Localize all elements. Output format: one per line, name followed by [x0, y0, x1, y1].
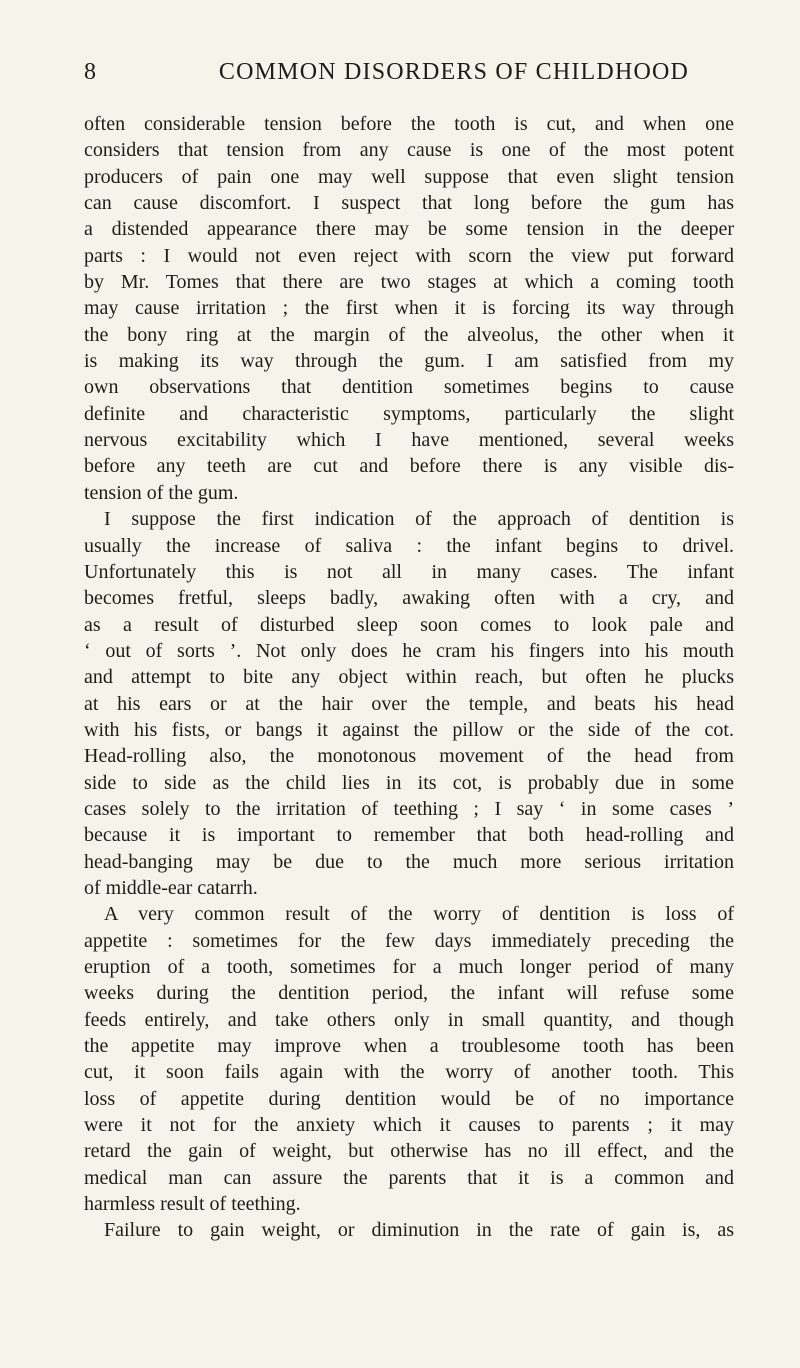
text-line: parts : I would not even reject with scorn the view put forward	[84, 244, 734, 267]
text-line: before any teeth are cut and before there is any visible dis-	[84, 455, 734, 478]
text-line: cases solely to the irritation of teething ; I say ‘ in some cases ’	[84, 797, 734, 820]
paragraph-end-line: tension of the gum.	[84, 481, 239, 504]
text-line: head-banging may be due to the much more serious irritation	[84, 850, 734, 873]
text-line: appetite : sometimes for the few days immediately preceding the	[84, 929, 734, 952]
text-line: retard the gain of weight, but otherwise has no ill effect, and the	[84, 1140, 734, 1163]
paragraph-first-line: A very common result of the worry of dentition is loss of	[104, 903, 734, 926]
page-header	[84, 56, 734, 88]
paragraph-end-line: of middle-ear catarrh.	[84, 876, 258, 899]
text-line: and attempt to bite any object within reach, but often he plucks	[84, 666, 734, 689]
text-line: eruption of a tooth, sometimes for a much longer period of many	[84, 956, 734, 978]
text-line: can cause discomfort. I suspect that long before the gum has	[84, 192, 734, 215]
text-line: as a result of disturbed sleep soon comes to look pale and	[84, 613, 734, 636]
text-line: cut, it soon fails again with the worry of another tooth. This	[84, 1061, 734, 1084]
text-line: the appetite may improve when a troublesome tooth has been	[84, 1035, 734, 1058]
text-line: is making its way through the gum. I am satisfied from my	[84, 350, 734, 373]
text-line: medical man can assure the parents that it is a common and	[84, 1166, 734, 1189]
text-line: often considerable tension before the tooth is cut, and when one	[84, 113, 734, 135]
text-line: definite and characteristic symptoms, particularly the slight	[84, 402, 734, 425]
text-line: Head-rolling also, the monotonous movement of the head from	[84, 745, 734, 768]
text-line: side to side as the child lies in its cot, is probably due in some	[84, 771, 734, 794]
text-line: at his ears or at the hair over the temple, and beats his head	[84, 692, 734, 715]
text-line: becomes fretful, sleeps badly, awaking often with a cry, and	[84, 587, 734, 610]
page-number: 8	[84, 59, 96, 85]
text-line: own observations that dentition sometimes begins to cause	[84, 376, 734, 399]
text-line: considers that tension from any cause is one of the most potent	[84, 139, 734, 162]
text-line: with his fists, or bangs it against the pillow or the side of the cot.	[84, 718, 734, 741]
text-line: the bony ring at the margin of the alveolus, the other when it	[84, 323, 734, 346]
running-title: COMMON DISORDERS OF CHILDHOOD	[218, 59, 690, 85]
text-line: were it not for the anxiety which it causes to parents ; it may	[84, 1114, 734, 1137]
text-line: feeds entirely, and take others only in small quantity, and though	[84, 1008, 734, 1031]
text-line: by Mr. Tomes that there are two stages at which a coming tooth	[84, 271, 734, 294]
text-line: nervous excitability which I have mentioned, several weeks	[84, 429, 734, 452]
paragraph-first-line: I suppose the first indication of the approach of dentition is	[104, 508, 734, 531]
paragraph-end-line: harmless result of teething.	[84, 1193, 301, 1216]
text-line: ‘ out of sorts ’. Not only does he cram his fingers into his mouth	[84, 639, 734, 662]
text-line: because it is important to remember that both head-rolling and	[84, 824, 734, 847]
text-line: producers of pain one may well suppose that even slight tension	[84, 165, 734, 188]
text-line: loss of appetite during dentition would be of no importance	[84, 1087, 734, 1110]
text-line: a distended appearance there may be some tension in the deeper	[84, 218, 734, 241]
text-line: usually the increase of saliva : the infant begins to drivel.	[84, 534, 734, 557]
paragraph-first-line: Failure to gain weight, or diminution in the rate of gain is, as	[104, 1219, 734, 1242]
text-line: weeks during the dentition period, the infant will refuse some	[84, 982, 734, 1005]
body-text	[84, 111, 734, 1244]
text-line: may cause irritation ; the first when it is forcing its way through	[84, 297, 734, 320]
text-line: Unfortunately this is not all in many cases. The infant	[84, 560, 734, 583]
